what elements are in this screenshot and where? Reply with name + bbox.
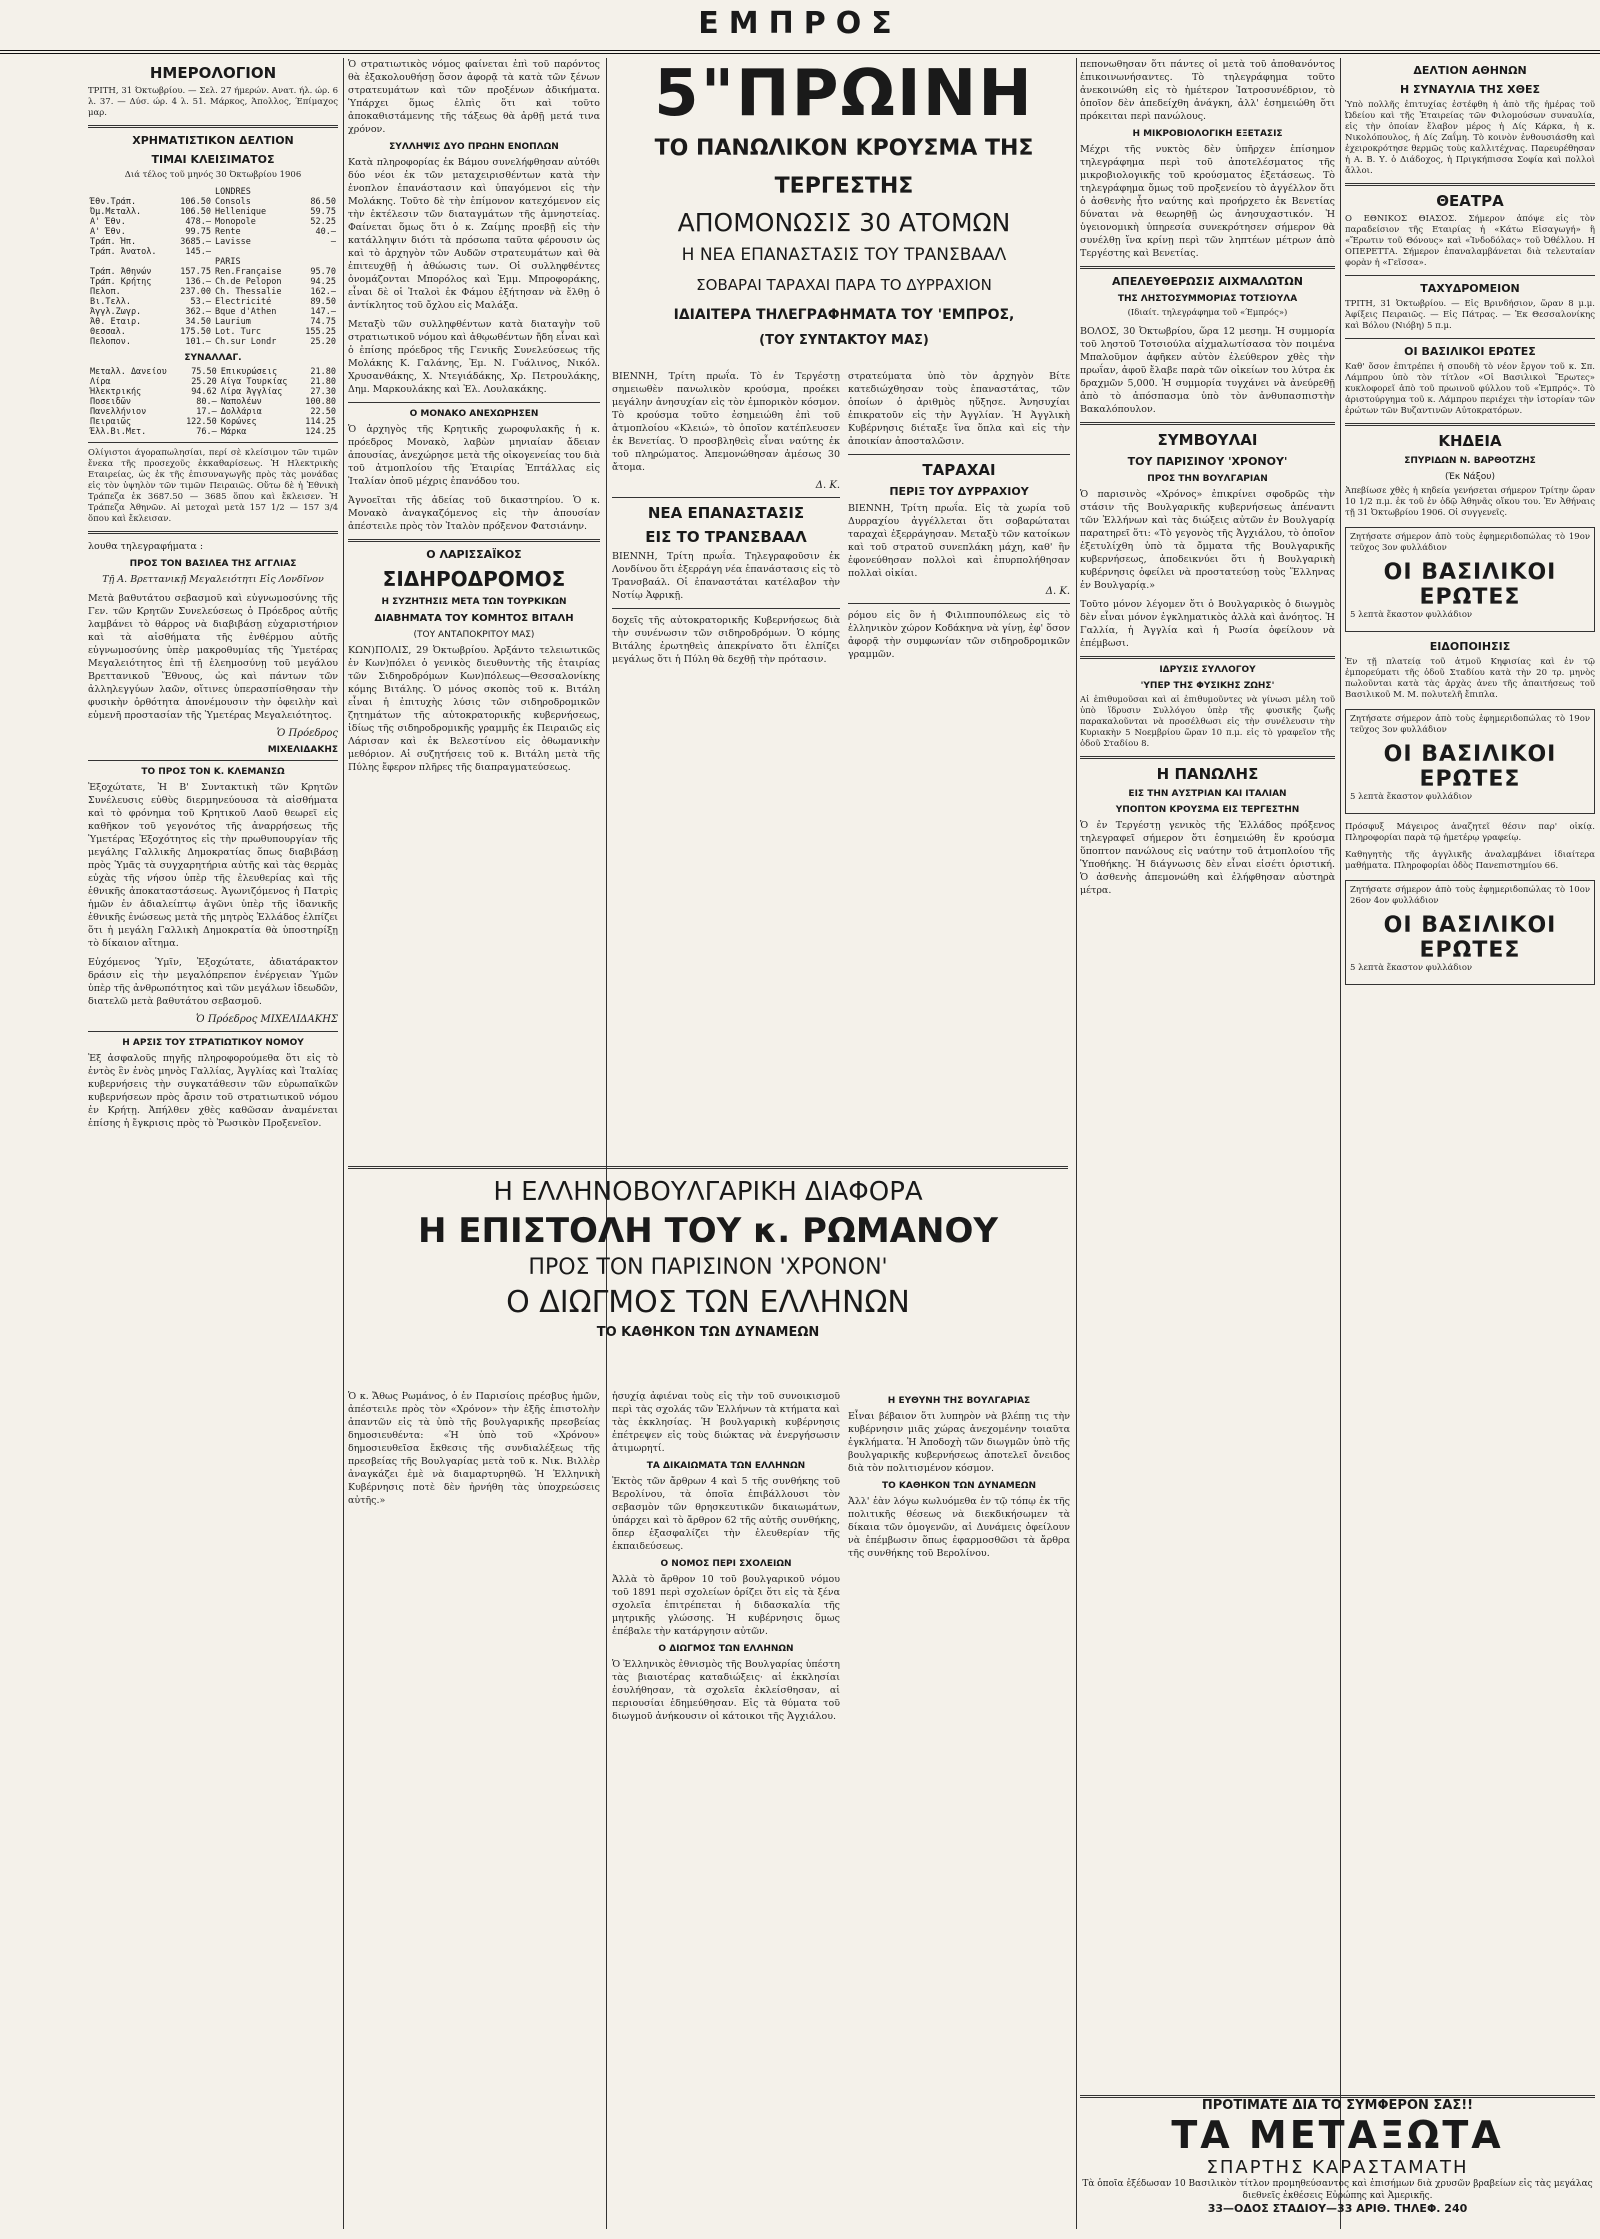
col4-intro: πεπονωθησαν ὅτι πάντες οἱ μετὰ τοῦ ἀποθανόντος ἐπικοινωνήσαντες. Τὸ τηλεγράφημα τοῦτο ἀνεκοινώθη εἰς τὸ ἡμέτερον Ἰατροσυνέδριον, τὸ ὁποῖον δὲν ἀπεδείχθη ἀνάγκη, ἀλλ' ἐσημειώθη ὅτι πρόκειται περὶ πανώλους.	[1080, 59, 1335, 122]
exchange-table	[88, 367, 338, 437]
larissa-pre: Ο ΛΑΡΙΣΣΑΪΚΟΣ	[426, 548, 522, 561]
rate-cell: 157.75	[180, 267, 211, 277]
larissa-title: ΣΙΔΗΡΟΔΡΟΜΟΣ	[382, 567, 566, 591]
divider	[348, 402, 600, 403]
lead-body: ΒΙΕΝΝΗ, Τρίτη πρωΐα. Τὸ ἐν Τεργέστῃ σημειωθὲν πανωλικὸν κρούσμα, προέκει μεγάλην ἀνησυχίαν εἰς τὸν ἐμπορικὸν κόσμον. Τὸ κρούσμα τοῦτο ἐσημειώθη ἐπὶ τοῦ ἀτμοπλοίου «Κλειώ», τὸ ὁποῖον κατέπλευσεν ἐκ Βενετίας. Ὁ προσβληθεὶς εἶναι ναύτης ἐκ τοῦ πληρώματος. Ἀπεμονώθησαν ἀμέσως 30 ἄτομα.	[612, 371, 840, 473]
telegram-to-clemenceau: ΤΟ ΠΡΟΣ ΤΟΝ Κ. ΚΛΕΜΑΝΣΩ	[141, 767, 285, 777]
divider	[88, 442, 338, 443]
transvaal-body: ΒΙΕΝΝΗ, Τρίτη πρωΐα. Τηλεγραφοῦσιν ἐκ Λονδίνου ὅτι ἐξερράγη νέα ἐπανάστασις εἰς τὸ Τρανσβαάλ. Οἱ ἐπαναστάται κατέλαβον τὴν Νοτίῳ Ἀφρικῇ.	[612, 551, 840, 601]
school-law-title: Ο ΝΟΜΟΣ ΠΕΡΙ ΣΧΟΛΕΙΩΝ	[660, 1559, 792, 1569]
rate-cell: Όμ.Μεταλλ.	[90, 207, 142, 217]
headline-to-chronos: ΠΡΟΣ ΤΟΝ ΠΑΡΙΣΙΝΟΝ 'ΧΡΟΝΟΝ'	[528, 1255, 888, 1280]
larissa-body: ΚΩΝ)ΠΟΛΙΣ, 29 Ὀκτωβρίου. Ἀρξάντο τελειωτικῶς ἐν Κων)πόλει ὁ γενικὸς διευθυντὴς τῆς ἐταιρίας τῶν Σιδηροδρόμων Κων)πόλεως—Θεσσαλονίκης κόμης Βιτάλης. Ὁ μόνος σκοπὸς τοῦ κ. Βιτάλη εἶναι ἡ ἐπιτυχὴς λύσις τῶν σιδηροδρομικῶν ζητημάτων τῆς αὐτοκρατορικῆς κυβερνήσεως, ἰδίως τῆς σιδηροδρομικῆς γραμμῆς ἐκ Πειραιῶς εἰς Λάρισαν καὶ ἐκ Βελεστίνου εἰς ὀθωμανικὴν μεθόριον. Αἱ συζητήσεις τοῦ κ. Βιτάλη μετὰ τῆς Πύλης ἔφερον πλῆρες τῆς διαπραγματεύσεως.	[348, 645, 600, 773]
funeral-origin: (Ἐκ Νάξου)	[1445, 472, 1495, 482]
rate-cell: Α' Έθν.	[90, 227, 126, 237]
middle-col-a	[348, 1390, 600, 1513]
ad-head: Ζητήσατε σήμερον ἀπὸ τοὺς ἐφημεριδοπώλας τὸ 10ον 26ον 4ον φυλλάδιον	[1350, 885, 1590, 906]
column-1	[88, 58, 338, 2229]
divider	[1080, 266, 1335, 269]
arrests-body: Κατὰ πληροφορίας ἐκ Βάμου συνελήφθησαν αὐτόθι δύο νέοι ἐκ τῶν μεταχειρισθέντων κατὰ τὴν ἐνοπλον ἐπανάστασιν καὶ ὑπαγόμενοι εἰς τὴν Μολάκης. Τοῦτο δὲ τὴν ἐπίμονον κατεχόμενον εἰς τὴν ἐκτέλεσιν τῶν διαταγμάτων τῆς ἀμνηστείας. Φαίνεται ὅμως ὅτι ὁ κ. Ζαίμης προεβῇ εἰς τὴν κατάλληψιν διότι τὰ πρόσωπα ταῦτα φέρουσιν ὡς καὶ τὸ ἀρχηγὸν τῶν Αυδῶν στρατευμάτων καὶ θὰ ἐπιτευχθῇ ἡ ἀθώωσις των. Οἱ συλληφθέντες ὀνομάζονται Μπορόλος καὶ Ἐμμ. Μπροφοράκης, εἶναι δὲ οἱ Ἰταλοὶ ἐκ Φάμου ἐξήτησαν νὰ ἔλθῃ ὁ ἀντίκλητος τοῦ ὄχλου εἰς Μαλάξα.	[348, 157, 600, 311]
calendar-title: ΗΜΕΡΟΛΟΓΙΟΝ	[149, 64, 277, 82]
column-2	[348, 58, 600, 1153]
rate-cell: 114.25	[305, 417, 336, 427]
post-body: ΤΡΙΤΗ, 31 Ὀκτωβρίου. — Εἰς Βρινδήσιον, ὥραν 8 μ.μ. Ἀφίξεις Πειραιῶς. — Εἰς Πάτρας. — Ἐκ Θεσσαλονίκης καὶ Βόλου (Νιόβη) 5 π.μ.	[1345, 299, 1595, 331]
monaco-body: Ὁ ἀρχηγὸς τῆς Κρητικῆς χωροφυλακῆς ἡ κ. πρόεδρος Μονακὸ, λαβὼν μηνιαίαν ἄδειαν ἀπουσίας, ἀνεχώρησε μετὰ τῆς οἰκογενείας του διὰ τοῦ ἀτμοπλοίου τῆς Ἑταιρίας Ἐπτάλλας εἰς Ἰταλίαν ὁποῦ μέχρις ἐπανόδου του.	[348, 424, 600, 487]
society-body: Αἱ ἐπιθυμοῦσαι καὶ αἱ ἐπιθυμοῦντες νὰ γίνωσι μέλη τοῦ ὑπὸ ἵδρυσιν Συλλόγου ὑπὲρ τῆς φυσικῆς ζωῆς παρακαλοῦνται νὰ προσέλθωσι εἰς τὴν συνέλευσιν τὴν Κυριακὴν 5 Νοεμβρίου ὥραν 10 π.μ. εἰς τὸ γραφεῖον τῆς ὁδοῦ Σταδίου 8.	[1080, 695, 1335, 749]
rate-cell: 75.50	[191, 367, 217, 377]
rate-row	[88, 247, 338, 257]
royals-ad-3	[1345, 880, 1595, 985]
column-rule	[1340, 58, 1341, 2229]
army-body: Ἐξ ἀσφαλοῦς πηγῆς πληροφορούμεθα ὅτι εἰς τὸ ἐντὸς ἓν ἑνὸς μηνὸς Γαλλίας, Ἀγγλίας καὶ Ἰταλίας κυβερνήσεις τὴν συγκατάθεσιν τῶν εὐρωπαϊκῶν κυβερνήσεων πρὸς ἄρσιν τοῦ στρατιωτικοῦ νόμου ἐν Κρήτῃ. Ἀπήλθεν χθὲς καθῶσαν ἀναμένεται ἐπίσης ἡ ἔγκρισις πρὸς τὸ Ῥωσικὸν Προξενεῖον.	[88, 1053, 338, 1129]
arrests-body-2: Μεταξὺ τῶν συλληφθέντων κατὰ διαταγὴν τοῦ στρατιωτικοῦ νόμου καὶ ἀθῳωθέντων ἤδη εἶναι καὶ ὁ ἐπίσης πρόεδρος τῆς Γενικῆς Συνελεύσεως τῆς Μολάκης Κ. Γαλάνης, Ἐμ. Ν. Γυάλινος, Νικόλ. Χρυσανθάκης, Χ. Ντεγιάδάκης, Χρ. Πετρουλάκης, Δημ. Μαρκουλάκης καὶ Ἐλ. Λουλακάκης.	[348, 319, 600, 395]
rate-cell: Έλλ.Βι.Μετ.	[90, 427, 147, 437]
telegram-to-king: ΠΡΟΣ ΤΟΝ ΒΑΣΙΛΕΑ ΤΗΣ ΑΓΓΛΙΑΣ	[129, 559, 297, 569]
signer-2: Ὁ Πρόεδρος ΜΙΧΕΛΙΔΑΚΗΣ	[196, 1014, 338, 1025]
rate-row	[88, 287, 338, 297]
rate-cell: Άθ. Εταιρ.	[90, 317, 142, 327]
middle-col-c	[848, 1390, 1070, 1566]
royals-title: ΟΙ ΒΑΣΙΛΙΚΟΙ ΕΡΩΤΕΣ	[1404, 345, 1536, 358]
advice-subtitle-2: ΠΡΟΣ ΤΗΝ ΒΟΥΛΓΑΡΙΑΝ	[1147, 474, 1268, 484]
rate-cell: Τράπ. Ήπ.	[90, 237, 137, 247]
advice-title: ΣΥΜΒΟΥΛΑΙ	[1157, 431, 1258, 449]
rate-cell	[213, 247, 297, 257]
rate-row	[88, 377, 338, 387]
powers-duty-body: Ἀλλ' ἐὰν λόγω κωλυόμεθα ἐν τῷ τόπῳ ἐκ τῆς πολιτικῆς θέσεως νὰ διεκδικήσωμεν τὰ δίκαια τῶν ὁμογενῶν, αἱ Δυνάμεις ὀφείλουν νὰ ἐπέμβωσιν ὅπως ἐφαρμοσθῶσι τὰ ἄρθρα τῆς συνθήκης τοῦ Βερολίνου.	[848, 1496, 1070, 1559]
funeral-name: ΣΠΥΡΙΔΩΝ Ν. ΒΑΡΘΟΤΖΗΣ	[1404, 456, 1536, 466]
rate-cell: Hellenique	[214, 207, 267, 217]
larissa-correspondent: (ΤΟΥ ΑΝΤΑΠΟΚΡΙΤΟΥ ΜΑΣ)	[413, 630, 535, 640]
rate-cell: 122.50	[186, 417, 217, 427]
rate-cell: 80.—	[196, 397, 217, 407]
divider	[848, 454, 1070, 455]
telegram-title: λουθα τηλεγραφήματα :	[88, 541, 204, 552]
rate-cell: Bque d'Athen	[214, 307, 277, 317]
divider	[848, 603, 1070, 604]
divider	[88, 125, 338, 128]
micro-title: Η ΜΙΚΡΟΒΙΟΛΟΓΙΚΗ ΕΞΕΤΑΣΙΣ	[1132, 129, 1283, 139]
market-title: ΧΡΗΜΑΤΙΣΤΙΚΟΝ ΔΕΛΤΙΟΝ	[132, 134, 294, 147]
notices-body: Ἐν τῇ πλατείᾳ τοῦ ἀτμοῦ Κηφισίας καὶ ἐν τῷ ἐμπορεύματι τῆς ὁδοῦ Σταδίου κατὰ τὴν 20 τρ. μηνὸς πωλοῦνται κατὰ τὰς ἀρχὰς ἀνευ τῆς ἀπαιτήσεως τοῦ Βασιλικοῦ Μ. Μ. πολυτελῆ ἔπιπλα.	[1345, 657, 1595, 700]
rate-cell: Ναπολέων	[220, 397, 262, 407]
market-notes: Ολίγιστοι άγοραπωλησίαι, περί σὲ κλείσιμον τῶν τιμῶν ἔνεκα τῆς προσεχοῦς ἐκκαθαρίσεως. Ἡ Ηλεκτρικὴς Εταιρείας, ὡς ἐκ τῆς ἐπισυναγωγῆς πρὸς τὰς μονάδας εἰς τὸν ὑψηλὸν τῶν τιμῶν Πειραιῶς. Οὕτω δὲ ἡ Ἐθνικὴ Τράπεζα ἐκ 3687.50 — 3685 ὅπου καὶ ἔκλεισεν. Ἡ Τράπεζα Ἀθηνῶν. Αἱ μετοχαὶ μετὰ 157 1/2 — 157 3/4 ὅπου καὶ ἔκλεισαν.	[88, 448, 338, 524]
rate-cell: 25.20	[310, 337, 336, 347]
concert-subtitle: Η ΣΥΝΑΥΛΙΑ ΤΗΣ ΧΘΕΣ	[1399, 83, 1541, 96]
rate-cell: Λίρα	[90, 377, 111, 387]
funeral-title: ΚΗΔΕΙΑ	[1438, 432, 1502, 450]
letter-body-2: ἡσυχίᾳ ἀφιέναι τοὺς εἰς τὴν τοῦ συνοικισμοῦ περὶ τὰς σχολάς τῶν Ἑλλήνων τὰ κτήματα καὶ τὰς ἐκκλησίας. Ἡ βουλγαρικὴ κυβέρνησις ἐπέτρεψεν εἰς τοὺς διώκτας νὰ ἐνεργήσωσιν ἀτιμωρητί.	[612, 1391, 840, 1454]
rate-cell: 25.20	[191, 377, 217, 387]
rate-cell: Θεσσαλ.	[90, 327, 126, 337]
plague-subtitle-2: ΥΠΟΠΤΟΝ ΚΡΟΥΣΜΑ ΕΙΣ ΤΕΡΓΕΣΤΗΝ	[1115, 805, 1300, 815]
rate-row	[88, 417, 338, 427]
signature: Δ. Κ.	[1045, 586, 1070, 597]
rate-cell: 478.—	[185, 217, 211, 227]
rate-row	[88, 237, 338, 247]
rate-row	[88, 317, 338, 327]
divider	[1345, 423, 1595, 426]
divider	[88, 760, 338, 761]
larissa-subtitle-2: ΔΙΑΒΗΜΑΤΑ ΤΟΥ ΚΟΜΗΤΟΣ ΒΙΤΑΛΗ	[374, 613, 574, 624]
rate-cell: 86.50	[310, 197, 336, 207]
silk-advertisement	[1080, 2095, 1595, 2228]
rate-cell: Πελοπον.	[90, 337, 131, 347]
rate-cell: Επικυρώσεις	[220, 367, 278, 377]
rate-cell: Ch.sur Londr	[214, 337, 277, 347]
ad-title: ΟΙ ΒΑΣΙΛΙΚΟΙ ΕΡΩΤΕΣ	[1383, 913, 1557, 963]
rate-cell: Μάρκα	[220, 427, 247, 437]
powers-duty-title: ΤΟ ΚΑΘΗΚΟΝ ΤΩΝ ΔΥΝΑΜΕΩΝ	[881, 1481, 1037, 1491]
rights-title: ΤΑ ΔΙΚΑΙΩΜΑΤΑ ΤΩΝ ΕΛΛΗΝΩΝ	[646, 1461, 806, 1471]
plague-title: Η ΠΑΝΩΛΗΣ	[1156, 765, 1259, 783]
ad-tagline: ΠΡΟΤΙΜΑΤΕ ΔΙΑ ΤΟ ΣΥΜΦΕΡΟΝ ΣΑΣ!!	[1201, 2098, 1474, 2113]
rate-cell: 95.70	[310, 267, 336, 277]
rate-cell: 106.50	[180, 197, 211, 207]
column-rule	[343, 58, 344, 2229]
calendar-text: ΤΡΙΤΗ, 31 Όκτωβρίου. — Σελ. 27 ήμερών. Ανατ. ήλ. ώρ. 6 λ. 37. — Δύσ. ώρ. 4 λ. 51. Μάρκος, Άπολλος, Έπίμαχος μαρ.	[88, 86, 338, 118]
headline-persecution: Ο ΔΙΩΓΜΟΣ ΤΩΝ ΕΛΛΗΝΩΝ	[506, 1285, 910, 1320]
rate-row	[88, 207, 338, 217]
rate-cell: —	[330, 237, 336, 247]
rate-cell: Ch. Thessalie	[214, 287, 282, 297]
newspaper-title: ΕΜΠΡΟΣ	[698, 6, 902, 41]
divider	[1080, 756, 1335, 759]
athens-news-title: ΔΕΛΤΙΟΝ ΑΘΗΝΩΝ	[1413, 64, 1527, 77]
rate-cell: Ch.de Pelopon	[214, 277, 282, 287]
rate-cell: Κορώνες	[220, 417, 257, 427]
larissa-subtitle: Η ΣΥΖΗΤΗΣΙΣ ΜΕΤΑ ΤΩΝ ΤΟΥΡΚΙΚΩΝ	[381, 597, 567, 607]
rate-cell: Lavisse	[214, 237, 251, 247]
letter-body: Ὁ κ. Ἄθως Ρωμάνος, ὁ ἐν Παρισίοις πρέσβυς ἡμῶν, ἀπέστειλε πρὸς τὸν «Χρόνον» τὴν ἑξῆς ἐπιστολὴν ἀπαντῶν εἰς τὰ ὑπὸ τῆς βουλγαρικῆς πρεσβείας δημοσιευθέντα: «Ἡ ὑπὸ τοῦ «Χρόνου» δημοσιευθεῖσα ἔκθεσις τῆς συνδιαλέξεως τῆς πρεσβείας τῆς Βουλγαρίας μετὰ τοῦ κ. Νικ. Βιλλὲρ ἀναγκάζει ἐμὲ νὰ διαμαρτυρηθῶ. Ἡ Ἑλληνικὴ Κυβέρνησις ποτὲ δὲν ἠρνήθη τὰς ὑποχρεώσεις αὐτῆς.»	[348, 1391, 600, 1506]
monaco-title: Ο ΜΟΝΑΚΟ ΑΝΕΧΩΡΗΣΕΝ	[409, 409, 539, 419]
rate-cell: 74.75	[310, 317, 336, 327]
royals-ad-1	[1345, 527, 1595, 632]
rate-cell: Μεταλλ. Δανείου	[90, 367, 167, 377]
rate-row	[88, 427, 338, 437]
rate-cell: Πειραιῶς	[90, 417, 131, 427]
signature: Δ. Κ.	[815, 480, 840, 491]
headline-letter: Η ΕΠΙΣΤΟΛΗ ΤΟΥ κ. ΡΩΜΑΝΟΥ	[418, 1211, 998, 1251]
rate-row	[88, 257, 338, 267]
persecution-title: Ο ΔΙΩΓΜΟΣ ΤΩΝ ΕΛΛΗΝΩΝ	[658, 1644, 794, 1654]
bulgaria-responsibility-body: Εἶναι βέβαιον ὅτι λυπηρὸν νὰ βλέπῃ τις τὴν κυβέρνησιν μιᾶς χώρας ἀνεχομένην τοιαῦτα ἐγκλήματα. Ἡ Ἀποδοχὴ τῶν διωγμῶν ὑπὸ τῆς βουλγαρικῆς κυβερνήσεως ἀποτελεῖ ὄνειδος διὰ τὸν πολιτισμένον κόσμον.	[848, 1411, 1070, 1474]
society-title: ΙΔΡΥΣΙΣ ΣΥΛΛΟΓΟΥ	[1159, 665, 1256, 675]
rate-row	[88, 197, 338, 207]
micro-body: Μέχρι τῆς νυκτὸς δὲν ὑπῆρχεν ἐπίσημον τηλεγράφημα περὶ τοῦ ἀποτελέσματος τῆς μικροβιολογικῆς τοῦ κρούσματος ἐξετάσεως. Τὸ τηλεγράφημα ὅμως τοῦ προξενείου τὸ ἀγγέλλον ὅτι ὁ ἀσθενὴς ἦτο ναύτης καὶ προήρχετο ἐκ Βενετίας δύναται νὰ θεωρηθῇ ὡς ἀνησυχαστικόν. Ἡ ὑγειονομικὴ ὑπηρεσία συνεκρότησεν σήμερον θὰ συνέλθῃ ἵνα κρίνῃ περὶ τῶν ληπτέων μέτρων ἀπὸ Τεργέστης καὶ Βενετίας.	[1080, 144, 1335, 259]
durazzo-title: ΤΑΡΑΧΑΙ	[922, 461, 996, 479]
monaco-body-2: Ἀγνοεῖται τῆς ἀδείας τοῦ δικαστηρίου. Ὁ κ. Μονακὸ ἀναγκαζόμενος εἰς τὴν ἀπουσίαν ἀπέστειλε πρὸς τὸν Ἰταλὸν πρόξενον Φατσιάνην.	[348, 495, 600, 532]
royals-ad-2	[1345, 709, 1595, 814]
rate-cell: 94.25	[310, 277, 336, 287]
prisoners-subtitle: ΤΗΣ ΛΗΣΤΟΣΥΜΜΟΡΙΑΣ ΤΟΤΣΙΟΥΛΑ	[1117, 294, 1298, 304]
divider	[1345, 275, 1595, 276]
rate-row	[88, 327, 338, 337]
lead-body-2: στρατεύματα ὑπὸ τὸν ἀρχηγὸν Βίτε κατεδιώχθησαν τοὺς ἐπαναστάτας, τῶν ὁποίων ὁ ἀριθμὸς ηὔξησε. Ἀνησυχίαι ἐπικρατοῦν εἰς τὴν Ἀγγλίαν. Ἡ Ἀγγλικὴ Κυβέρνησις διέταξε ἵνα ὅπλα καὶ εἰς τὴν ἀποικίαν ἀποσταλῶσιν.	[848, 371, 1070, 447]
rate-cell: 136.—	[185, 277, 211, 287]
clemenceau-body-2: Εὐχόμενος Ὑμῖν, Ἐξοχώτατε, ἀδιατάρακτον δράσιν εἰς τὴν μεγαλόπρεπον ἐνέργειαν Ὑμῶν ὑπὲρ τῆς ἀνθρωπότητος καὶ τῶν μεγάλων ἰδεωδῶν, διατελῶ μετὰ βαθυτάτου σεβασμοῦ.	[88, 957, 338, 1007]
divider	[1080, 422, 1335, 425]
prisoners-title: ΑΠΕΛΕΥΘΕΡΩΣΙΣ ΑΙΧΜΑΛΩΤΩΝ	[1112, 275, 1303, 288]
rates-table	[88, 187, 338, 347]
rate-cell: 3685.—	[180, 237, 211, 247]
column-5	[1345, 58, 1595, 2094]
headline-durazzo: ΣΟΒΑΡΑΙ ΤΑΡΑΧΑΙ ΠΑΡΑ ΤΟ ΔΥΡΡΑΧΙΟΝ	[696, 276, 992, 294]
ad-head: Ζητήσατε σήμερον ἀπὸ τοὺς ἐφημεριδοπώλας τὸ 19ον τεῦχος 3ον φυλλάδιον	[1350, 714, 1590, 735]
rate-cell: Τράπ. Άνατολ.	[90, 247, 157, 257]
rate-cell: Monopole	[214, 217, 256, 227]
rate-cell: 124.25	[305, 427, 336, 437]
plague-subtitle: ΕΙΣ ΤΗΝ ΑΥΣΤΡΙΑΝ ΚΑΙ ΙΤΑΛΙΑΝ	[1128, 789, 1287, 799]
rate-cell: 155.25	[305, 327, 336, 337]
rate-cell: Λίρα Άγγλίας	[220, 387, 283, 397]
rate-cell: 76.—	[196, 427, 217, 437]
rate-cell: 237.00	[180, 287, 211, 297]
main-headline-block	[612, 58, 1076, 352]
divider	[612, 497, 840, 498]
column-4	[1080, 58, 1335, 2094]
lessons-notice: Καθηγητὴς τῆς ἀγγλικῆς ἀναλαμβάνει ἰδιαίτερα μαθήματα. Πληροφορίαι ὁδὸς Πανεπιστημίου 66.	[1345, 850, 1595, 871]
ad-description: Τὰ ὁποῖα ἐξέδωσαν 10 Βασιλικὸν τίτλον προμηθεύσαντος καὶ ἐπισήμων διὰ χρυσῶν βραβείων εἰς τὰς μεγάλας διεθνεῖς ἐκθέσεις Εὐρώπης καὶ Ἀμερικῆς.	[1082, 2179, 1593, 2201]
advice-body-2: Τοῦτο μόνον λέγομεν ὅτι ὁ Βουλγαρικὸς ὁ διωγμὸς δὲν εἶναι μόνον ἐγκληματικὸς ἀλλὰ καὶ ἀνόητος. Ἡ Γαλλία, ἡ Ἀγγλία καὶ ἡ Ρωσία ὀφείλουν νὰ ἐπέμβωσι.	[1080, 599, 1335, 649]
cook-notice: Πρόσφυξ Μάγειρος ἀναζητεῖ θέσιν παρ' οἰκίᾳ. Πληροφορίαι παρὰ τῷ ἡμετέρῳ γραφείῳ.	[1345, 822, 1595, 843]
ad-company: ΣΠΑΡΤΗΣ ΚΑΡΑΣΤΑΜΑΤΗ	[1206, 2157, 1469, 2178]
rate-cell: 27.30	[310, 387, 336, 397]
rate-row	[88, 337, 338, 347]
rate-cell: Δολλάρια	[220, 407, 262, 417]
market-date: Διά τέλος τοῦ μηνός 30 Όκτωβρίου 1906	[124, 170, 302, 180]
arrests-title: ΣΥΛΛΗΨΙΣ ΔΥΟ ΠΡΩΗΝ ΕΝΟΠΛΩΝ	[389, 142, 559, 152]
transvaal-title-2: ΕΙΣ ΤΟ ΤΡΑΝΣΒΑΑΛ	[645, 528, 807, 546]
rate-cell: 52.25	[310, 217, 336, 227]
intro-text: Ὁ στρατιωτικὸς νόμος φαίνεται ἐπὶ τοῦ παρόντος θὰ ἐξακολουθήσῃ ὅσον ἀφορᾷ τὰ κατὰ τῶν ξένων στρατευμάτων καὶ τῶν προξένων ἀδικήματα. Ὑπάρχει ὅμως ἐλπὶς ὅτι καὶ τοῦτο ἀποκαθιστάμενης τῆς τάξεως θὰ ἀρθῇ μετά τινα χρόνον.	[348, 59, 600, 135]
rate-cell: Consols	[214, 197, 251, 207]
ad-product: ΤΑ ΜΕΤΑΞΩΤΑ	[1171, 2113, 1504, 2157]
middle-col-b	[612, 1390, 840, 1729]
divider	[348, 1166, 1068, 1169]
royals-body: Καθ' ὅσον ἐπιτρέπει ἡ σπουδὴ τὸ νέον ἔργον τοῦ κ. Σπ. Λάμπρου ὑπὸ τὸν τίτλον «Οἱ Βασιλικοὶ Ἔρωτες» κυκλοφορεῖ ἀπὸ τοῦ πρωινοῦ φύλλου τοῦ «Ἐμπρός». Τὸ ἀριστούργημα τοῦ κ. Λάμπρου περιέχει τὴν ἱστορίαν τῶν ἐρώτων τῶν Βυζαντινῶν Αὐτοκρατόρων.	[1345, 362, 1595, 416]
rate-row	[88, 227, 338, 237]
rate-cell: 34.50	[185, 317, 211, 327]
masthead	[0, 0, 1600, 54]
rate-cell: Πανελλήνιον	[90, 407, 147, 417]
transvaal-title: ΝΕΑ ΕΠΑΝΑΣΤΑΣΙΣ	[647, 504, 805, 522]
rate-cell: 17.—	[196, 407, 217, 417]
advice-body: Ὁ παρισινὸς «Χρόνος» ἐπικρίνει σφοδρῶς τὴν στάσιν τῆς Βουλγαρικῆς κυβερνήσεως ἀπέναντι τῶν Ἑλλήνων καὶ τὰς διώξεις αὐτῶν ἐν Βουλγαρίᾳ παρατηρεῖ ὅτι: «Τὸ γεγονὸς τῆς Ἀγχιάλου, τὸ ὁποῖον ἐξετυλίχθη ὑπὸ τὰ ὄμματα τῆς Βουλγαρικῆς κυβερνήσεως, ἀποδεικνύει ὅτι ἡ Βουλγαρικὴ κυβέρνησις ὀφείλει νὰ προστατεύσῃ τοὺς Ἕλληνας ἐν Βουλγαρίᾳ.»	[1080, 489, 1335, 591]
rate-cell: 100.80	[305, 397, 336, 407]
rate-cell: 106.50	[180, 207, 211, 217]
rate-cell: 99.75	[185, 227, 211, 237]
rate-cell: 40.—	[315, 227, 336, 237]
rate-cell: Α' Έθν.	[90, 217, 126, 227]
edition-headline: 5"ΠΡΩΙΝΗ	[654, 57, 1034, 131]
rate-row	[88, 267, 338, 277]
ad-foot: 5 λεπτὰ ἕκαστον φυλλάδιον	[1350, 610, 1473, 620]
divider	[1345, 183, 1595, 186]
durazzo-title-2: ΠΕΡΙΞ ΤΟΥ ΔΥΡΡΑΧΙΟΥ	[889, 485, 1029, 498]
divider	[1345, 338, 1595, 339]
divider	[88, 1031, 338, 1032]
rate-row	[88, 397, 338, 407]
headline-powers-duty: ΤΟ ΚΑΘΗΚΟΝ ΤΩΝ ΔΥΝΑΜΕΩΝ	[596, 1325, 820, 1340]
army-title: Η ΑΡΣΙΣ ΤΟΥ ΣΤΡΑΤΙΩΤΙΚΟΥ ΝΟΜΟΥ	[122, 1038, 304, 1048]
larissa-continued: δοχεῖς τῆς αὐτοκρατορικῆς Κυβερνήσεως διὰ τὴν συνένωσιν τῶν σιδηροδρόμων. Ὁ κόμης Βιτάλης ἐρωτηθεὶς ἀπεκρίνατο ὅτι ἐλπίζει μεγάλως ὅτι ἡ Πύλη θὰ δεχθῇ τὴν πρότασιν.	[612, 615, 840, 665]
theaters-body: Ο ΕΘΝΙΚΟΣ ΘΙΑΣΟΣ. Σήμερον ἀπόψε εἰς τὸν παραδείσιον τῆς Εταιρίας ἡ «Κάτω Εἰσαγωγή» ἢ «Ἔρωτιν τοῦ Θόνους» καὶ «Ἰνδοδόλας» τοῦ Ὀθέλλου. Η ΟΠΕΡΕΤΤΑ. Σήμερον ἐπαναλαμβάνεται διὰ τελευταίαν φορὰν ἡ «Γεῖσσα».	[1345, 214, 1595, 268]
paris-label: PARIS	[214, 257, 241, 267]
rate-cell	[297, 247, 338, 257]
rate-cell: Ποσειδῶν	[90, 397, 131, 407]
rate-cell: 162.—	[310, 287, 336, 297]
rate-cell: Lot. Turc	[214, 327, 262, 337]
rate-cell: 175.50	[180, 327, 211, 337]
rate-cell: 94.62	[191, 387, 217, 397]
notices-title: ΕΙΔΟΠΟΙΗΣΙΣ	[1429, 640, 1511, 653]
rate-cell: Τράπ. Κρήτης	[90, 277, 152, 287]
funeral-body: Ἀπεβίωσε χθὲς ἡ κηδεία γενήσεται σήμερον Τρίτην ὥραν 10 1/2 π.μ. ἐκ τοῦ ἐν ὁδῷ Ἀθηνᾶς οἴκου του. Ἐν Ἀθήναις τῇ 31 Ὀκτωβρίου 1906. Οἱ συγγενεῖς.	[1345, 486, 1595, 518]
rate-cell: 59.75	[310, 207, 336, 217]
ad-head: Ζητήσατε σήμερον ἀπὸ τοὺς ἐφημεριδοπώλας τὸ 19ον τεῦχος 3ον φυλλάδιον	[1350, 532, 1590, 553]
rate-row	[88, 367, 338, 377]
rate-row	[88, 297, 338, 307]
rate-cell: 362.—	[185, 307, 211, 317]
telegram-body: Μετὰ βαθυτάτου σεβασμοῦ καὶ εὐγνωμοσύνης τῆς Γεν. τῶν Κρητῶν Συνελεύσεως ὁ Πρόεδρος αὐτῆς λαμβάνει τὸ θάρρος νὰ διαβιβάσῃ εὐχαριστήριον καὶ τὰ αἰσθήματα τῆς ἐνθέρμου αὐτῆς εὐγνωμοσύνης ὑπὲρ μακροθυμίας τῆς Ὑμετέρας Μεγαλειότητος ἐπὶ τῇ ἐλεημοσύνῃ τοῦ μεγάλου Βρεττανικοῦ Ἔθνους, ὡς καὶ πάντων τῶν ἀλληλεγγύων λαῶν, οἵτινες ὑπερασπίσθησαν τὴν φυσικὴν ὀρθότητα ἀπονέμουσιν τὴν ὀφειλὴν καὶ εὐμενῆ προστασίαν τῆς Ὑμετέρας Μεγαλειότητος.	[88, 593, 338, 721]
london-label: LONDRES	[214, 187, 251, 197]
rights-body: Ἐκτὸς τῶν ἄρθρων 4 καὶ 5 τῆς συνθήκης τοῦ Βερολίνου, τὰ ὁποῖα ἐπιβάλλουσι τὸν σεβασμὸν τῶν θρησκευτικῶν δικαιωμάτων, ὑπάρχει καὶ τὸ ἄρθρον 62 τῆς αὐτῆς συνθήκης, ὅπερ ἐξασφαλίζει τὴν ἐλευθερίαν τῆς ἐκπαιδεύσεως.	[612, 1476, 840, 1552]
bulgaria-responsibility-title: Η ΕΥΘΥΝΗ ΤΗΣ ΒΟΥΛΓΑΡΙΑΣ	[887, 1396, 1031, 1406]
society-subtitle: 'ΥΠΕΡ ΤΗΣ ΦΥΣΙΚΗΣ ΖΩΗΣ'	[1140, 681, 1275, 691]
theaters-title: ΘΕΑΤΡΑ	[1436, 192, 1504, 210]
rate-cell: 53.—	[190, 297, 211, 307]
rate-cell: Άγγλ.Ζωγρ.	[90, 307, 142, 317]
ad-title: ΟΙ ΒΑΣΙΛΙΚΟΙ ΕΡΩΤΕΣ	[1383, 742, 1557, 792]
market-subtitle: ΤΙΜΑΙ ΚΛΕΙΣΙΜΑΤΟΣ	[151, 153, 275, 166]
rate-cell: Πελοπ.	[90, 287, 121, 297]
rate-cell: 21.80	[310, 377, 336, 387]
rate-cell: Laurium	[214, 317, 251, 327]
rate-cell: Rente	[214, 227, 241, 237]
rate-cell: Βι.Τελλ.	[90, 297, 131, 307]
headline-byline: (ΤΟΥ ΣΥΝΤΑΚΤΟΥ ΜΑΣ)	[759, 333, 929, 348]
headline-difference: Η ΕΛΛΗΝΟΒΟΥΛΓΑΡΙΚΗ ΔΙΑΦΟΡΑ	[493, 1177, 923, 1207]
rate-cell: 101.—	[185, 337, 211, 347]
rate-cell: 147.—	[310, 307, 336, 317]
rate-cell: 89.50	[310, 297, 336, 307]
column-rule	[1076, 58, 1077, 2229]
ad-title: ΟΙ ΒΑΣΙΛΙΚΟΙ ΕΡΩΤΕΣ	[1383, 560, 1557, 610]
ad-foot: 5 λεπτὰ ἕκαστον φυλλάδιον	[1350, 792, 1473, 802]
rate-cell: 21.80	[310, 367, 336, 377]
post-title: ΤΑΧΥΔΡΟΜΕΙΟΝ	[1420, 282, 1520, 295]
prisoners-body: ΒΟΛΟΣ, 30 Ὀκτωβρίου, ὥρα 12 μεσημ. Ἡ συμμορία τοῦ ληστοῦ Τοτσιούλα αἰχμαλωτίσασα τὸν ποιμένα Μπαλοῦμον ἀφῆκεν αὐτὸν ἐλεύθερον χθὲς τὴν πρωΐαν, ἀφοῦ ἔλαβε παρὰ τῶν οἰκείων του λύτρα ἐκ δραχμῶν 5,000. Ἡ συμμορία τυγχάνει νὰ ἀνεύρεθῇ ἀπὸ τὸ ἀπόσπασμα ὑπὸ τὸν ἀνθυπασπιστὴν Βακαλόπουλον.	[1080, 326, 1335, 415]
rate-cell: 22.50	[310, 407, 336, 417]
rate-row	[88, 217, 338, 227]
rate-cell: Ren.Française	[214, 267, 282, 277]
center-left-subcolumn	[612, 370, 840, 672]
durazzo-body: ΒΙΕΝΝΗ, Τρίτη πρωΐα. Εἰς τὰ χωρία τοῦ Δυρραχίου ἀγγέλλεται ὅτι σοβαρώταται ταραχαὶ ἐξερράγησαν. Μεταξὺ τῶν κατοίκων καὶ τοῦ στρατοῦ συνεπλάκη μάχη, καθ' ἣν ἐφονεύθησαν πολλοὶ καὶ ἐπυρπολήθησαν πολλαὶ οἰκίαι.	[848, 503, 1070, 579]
persecution-body: Ὁ Ἑλληνικὸς ἐθνισμὸς τῆς Βουλγαρίας ὑπέστη τὰς βιαιοτέρας καταδιώξεις· αἱ ἐκκλησίαι ἐσυλήθησαν, τὰ σχολεῖα ἐκλείσθησαν, αἱ περιουσίαι ἐδημεύθησαν. Εἰς τὰ θύματα τοῦ διωγμοῦ ἀνήκουσιν οἱ κάτοικοι τῆς Ἀγχιάλου.	[612, 1659, 840, 1722]
headline-telegrams: ΙΔΙΑΙΤΕΡΑ ΤΗΛΕΓΡΑΦΗΜΑΤΑ ΤΟΥ 'ΕΜΠΡΟΣ,	[673, 307, 1015, 323]
signer-name: ΜΙΧΕΛΙΔΑΚΗΣ	[267, 745, 338, 755]
larissa-continued-2: ρόμου εἰς ὃν ἡ Φιλιππουπόλεως εἰς τὸ ἑλληνικὸν χώρον Κοδάκηνα νὰ γίνῃ, ἐφ' ὅσον ἀφορᾷ τὴν συμφωνίαν τῶν σιδηροδρομικῶν γραμμῶν.	[848, 610, 1070, 660]
headline-isolation: ΑΠΟΜΟΝΩΣΙΣ 30 ΑΤΟΜΩΝ	[677, 208, 1011, 237]
ad-address: 33—ΟΔΟΣ ΣΤΑΔΙΟΥ—33 ΑΡΙΘ. ΤΗΛΕΦ. 240	[1207, 2202, 1468, 2215]
clemenceau-body: Ἐξοχώτατε, Ἡ Β' Συντακτικὴ τῶν Κρητῶν Συνέλευσις εὐθὺς διερμηνεύουσα τὰ αἰσθήματα καὶ τὸ φρόνημα τοῦ Κρητικοῦ Λαοῦ θεωρεῖ εἰς καθῆκον τοῦ γεγονότος τῆς ἀναρρήσεως τῆς Ὑμετέρας Ἐξοχότητος εἰς τὴν πρωθυπουργίαν τῆς μεγάλης Γαλλικῆς Δημοκρατίας ὅπως διαβιβάσῃ πρὸς Ὑμᾶς τὰ συγχαρητήρια αὐτῆς καὶ τὰς θερμὰς εὐχὰς τῆς νήσου ὑπὲρ τῆς ἐλευθερίας καὶ τῆς ἐθνικῆς ἀποκαταστάσεως. Ἀγωνιζόμενος ἡ Πατρὶς ἡμῶν ἐν ἀδιαλείπτῳ ἀγῶνι ὑπὲρ τῆς ἰδανικῆς ἐθνικῆς ἐνώσεως μετὰ τῆς μητρὸς Ἑλλάδος ἐλπίζει ὅτι ἡ μεγάλη Γαλλικὴ Δημοκρατία θὰ ὑποστηρίξῃ τὸ δίκαιον αἴτημα.	[88, 782, 338, 949]
prisoners-note: (Ιδιαίτ. τηλεγράφημα τοῦ «Έμπρός»)	[1127, 308, 1288, 318]
rate-row	[88, 277, 338, 287]
telegram-address: Τῇ Α. Βρεττανικῇ Μεγαλειότητι Εἰς Λονδῖνον	[102, 574, 324, 585]
divider	[88, 531, 338, 534]
rate-row	[88, 387, 338, 397]
rate-cell: 145.—	[185, 247, 211, 257]
rate-cell: Αίγα Τουρκίας	[220, 377, 288, 387]
column-rule	[606, 58, 607, 2229]
plague-body: Ὁ ἐν Τεργέστῃ γενικὸς τῆς Ἑλλάδος πρόξενος τηλεγραφεῖ σήμερον ὅτι ἐσημειώθη ἕν κρούσμα ὕποπτον πανώλους εἰς ναύτην τοῦ ἀτμοπλοίου τῆς Ὑποθήκης. Ἡ διάγνωσις δὲν εἶναι εἰσέτι ὁριστική. Ὁ ἀσθενὴς ἀπεμονώθη καὶ ἐλήφθησαν αὐστηρὰ μέτρα.	[1080, 820, 1335, 896]
rate-cell: Έθν.Τράπ.	[90, 197, 137, 207]
rate-cell: Τράπ. Άθηνών	[90, 267, 152, 277]
advice-subtitle: ΤΟΥ ΠΑΡΙΣΙΝΟΥ 'ΧΡΟΝΟΥ'	[1127, 455, 1288, 468]
greek-bulgarian-headline-block	[348, 1160, 1068, 1343]
rate-row	[88, 307, 338, 317]
concert-body: Ὑπὸ πολλῆς ἐπιτυχίας ἐστέφθη ἡ ἀπὸ τῆς ἡμέρας τοῦ Ὠδείου καὶ τῆς Ἐταιρείας τῶν Φιλομούσων συναυλία, εἰς τὴν ὁποίαν ἔλαβον μέρος ἡ Δίς Κάρκα, ἡ κ. Νικολόπουλος, ἡ Δίς Ζαΐμη. Τὸ κοινὸν ἐνθουσιάσθη καὶ ἐχειροκρότησε θερμῶς τοὺς καλλιτέχνας. Παρευρέθησαν ἡ Α. Β. Υ. ὁ Διάδοχος, ἡ Πριγκήπισσα Σοφία καὶ πολλοὶ ἄλλοι.	[1345, 100, 1595, 176]
ad-foot: 5 λεπτὰ ἕκαστον φυλλάδιον	[1350, 963, 1473, 973]
school-law-body: Ἀλλὰ τὸ ἄρθρον 10 τοῦ βουλγαρικοῦ νόμου τοῦ 1891 περὶ σχολείων ὁρίζει ὅτι εἰς τὰ ξένα σχολεῖα ἐπιτρέπεται ἡ διδασκαλία τῆς μητρικῆς γλώσσης. Ἡ κυβέρνησις ὅμως ἐπέβαλε τὴν κατάργησιν αὐτῶν.	[612, 1574, 840, 1637]
headline-plague: ΤΟ ΠΑΝΩΛΙΚΟΝ ΚΡΟΥΣΜΑ ΤΗΣ ΤΕΡΓΕΣΤΗΣ	[654, 136, 1034, 199]
divider	[348, 539, 600, 542]
center-right-subcolumn	[848, 370, 1070, 667]
rate-cell: Ήλεκτρικής	[90, 387, 142, 397]
signer-role: Ὁ Πρόεδρος	[276, 728, 338, 739]
headline-transvaal: Η ΝΕΑ ΕΠΑΝΑΣΤΑΣΙΣ ΤΟΥ ΤΡΑΝΣΒΑΑΛ	[681, 245, 1007, 265]
rate-cell: Electricité	[214, 297, 272, 307]
divider	[612, 608, 840, 609]
divider	[1080, 656, 1335, 659]
synallag-label: ΣΥΝΑΛΛΑΓ.	[184, 353, 242, 363]
rate-row	[88, 407, 338, 417]
